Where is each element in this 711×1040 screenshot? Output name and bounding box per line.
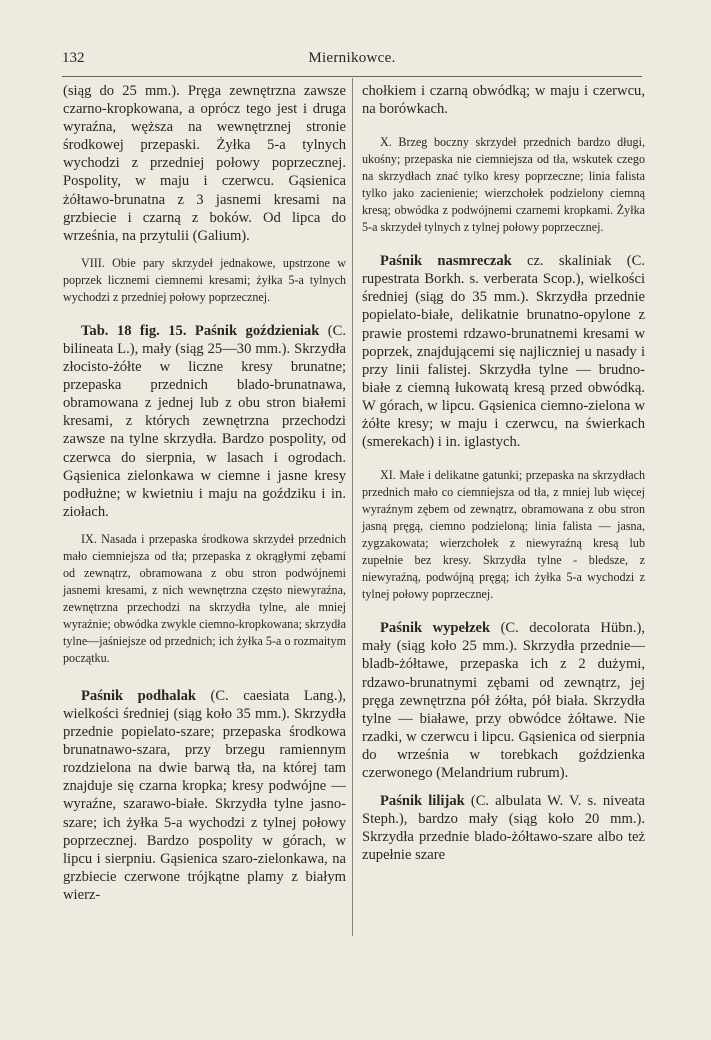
- species-description: (C. albulata W. V. s. niveata Steph.), bardzo mały (siąg koło 20 mm.). Skrzydła przednie blado-żółtawo-szare albo też zupełnie szare: [362, 793, 645, 864]
- header-rule: [62, 76, 642, 77]
- left-column: [63, 82, 346, 904]
- species-entry-nasmreczak: [362, 252, 645, 451]
- species-description: (C. decolorata Hübn.), mały (siąg koło 25 mm.). Skrzydła przednie—bladb-żółtawe, przepaska ich z 2 dużymi, rdzawo-brunatnymi zębami od zewnątrz, jej pręga zewnętrzna pół żółta, pół biała. Skrzydła tylne — białawe, przy obwódce żółtawe. Nie rzadki, w czerwcu i lipcu. Gąsienica od sierpnia do września w torebkach goździenka czerwonego (Melandrium rubrum).: [362, 620, 645, 781]
- running-title: Miernikowce.: [308, 50, 396, 66]
- species-heading: Paśnik lilijak: [380, 793, 465, 810]
- key-paragraph-x: X. Brzeg boczny skrzydeł przednich bardzo długi, ukośny; przepaska nie ciemniejsza od tła, wskutek czego na skrzydłach znać tylko kresy poprzeczne; linia falista tylko jako zacienienie; wierzchołek podzielony ciemną kresą; obwódka z podwójnemi czarnemi kropkami. Żyłka 5-a skrzydeł tylnych z tylnej połowy poprzecznej.: [362, 135, 645, 235]
- species-entry-lilijak: [362, 792, 645, 864]
- species-entry-gozdzieniak: [63, 322, 346, 521]
- column-divider: [352, 78, 353, 936]
- species-entry-podhalak: [63, 687, 346, 904]
- page-number: 132: [62, 50, 85, 66]
- species-heading: Paśnik nasmreczak: [380, 253, 512, 270]
- page-header: [62, 50, 642, 72]
- species-description: (C. bilineata L.), mały (siąg 25—30 mm.). Skrzydła złocisto-żółte w liczne kresy brunatne; przepaska przednich blado-brunatnawa, obramowana z jednej lub z obu stron białemi kresami, z których zewnętrzna przechodzi zawsze na tylne skrzydła. Bardzo pospolity, od czerwca do sierpnia, w lasach i ogrodach. Gąsienica zielonkawa w ciemne i jasne kresy podłużne; w kwietniu i maju na goździku i in. ziołach.: [63, 322, 346, 520]
- species-heading: Tab. 18 fig. 15. Paśnik goździeniak: [81, 322, 320, 339]
- species-description: cz. skaliniak (C. rupestrata Borkh. s. verberata Scop.), wielkości średniej (siąg do 35 mm.). Skrzydła przednie popielato-białe, delikatnie brunatno-opylone z prawie prostemi rdzawo-brunatnemi kresami w poprzek, znajdującemi się najliczniej u nasady i przy linii falistej. Skrzydła tylne — brudno-białe z ciemną łukowatą kresą przed obwódką. W górach, w lipcu. Gąsienica ciemno-zielona w żółte kresy; w maju i czerwcu, na świerkach (smerekach) i in. iglastych.: [362, 253, 645, 451]
- paragraph-continuation: (siąg do 25 mm.). Pręga zewnętrzna zawsze czarno-kropkowana, a oprócz tego jest i druga wyraźna, węższa na wewnętrznej stronie środkowej przepaski. Żyłka 5-a tylnych wychodzi z przedniej połowy poprzecznej. Pospolity, w maju i czerwcu. Gąsienica żółtawo-brunatna z 3 jasnemi kresami na grzbiecie i czarną z boków. Od lipca do września, na przytulii (Galium).: [63, 83, 346, 244]
- key-paragraph-viii: VIII. Obie pary skrzydeł jednakowe, upstrzone w poprzek licznemi ciemnemi kresami; żyłka 5-a tylnych wychodzi z przedniej połowy poprzecznej.: [63, 255, 346, 304]
- species-description: (C. caesiata Lang.), wielkości średniej (siąg koło 35 mm.). Skrzydła przednie popielato-szare; przepaska środkowa brunatnawo-szara, przy brzegu ramiennym rozdzielona na dwie barwą tła, na której tam znajduje się czarna kropka; kresy podwójne — wyraźne, szarawo-białe. Skrzydła tylne jasno-szare; ich żyłka 5-a wychodzi z tylnej połowy poprzecznej. Bardzo pospolity w górach, w lipcu i sierpniu. Gąsienica szaro-zielonkawa, na grzbiecie czerwone trójkątne plamy z białym wierz-: [63, 687, 346, 903]
- species-entry-wypelzek: [362, 619, 645, 782]
- paragraph-continuation: chołkiem i czarną obwódką; w maju i czerwcu, na borówkach.: [362, 83, 645, 118]
- key-paragraph-ix: IX. Nasada i przepaska środkowa skrzydeł przednich mało ciemniejsza od tła; przepaska z okrągłymi zębami od zewnątrz, obramowana z obu stron podwójnemi jasnemi kresami, z nich wewnętrzna często niewyraźna, zewnętrzna przechodzi na skrzydła tylne, ale mniej wyraźnie; obwódka zwykle ciemno-kropkowana; skrzydła tylne—jaśniejsze od przednich; ich żyłka 5-a o rozmaitym początku.: [63, 531, 346, 665]
- right-column: [362, 82, 645, 864]
- species-heading: Paśnik wypełzek: [380, 620, 491, 637]
- key-paragraph-xi: XI. Małe i delikatne gatunki; przepaska na skrzydłach przednich mało co ciemniejsza od tła, z mniej lub więcej wyraźnym zębem od zewnątrz, obramowana z obu stron jasną pręgą, ciemno podzieloną; linia falista — jasna, zygzakowata; wierzchołek z niewyraźną kresą lub zupełnie bez kresy. Skrzydła tylne - bledsze, z niewyraźną, podwójną pręgą; ich żyłka 5-a wychodzi z tylnej połowy poprzecznej.: [362, 468, 645, 602]
- species-heading: Paśnik podhalak: [81, 687, 197, 704]
